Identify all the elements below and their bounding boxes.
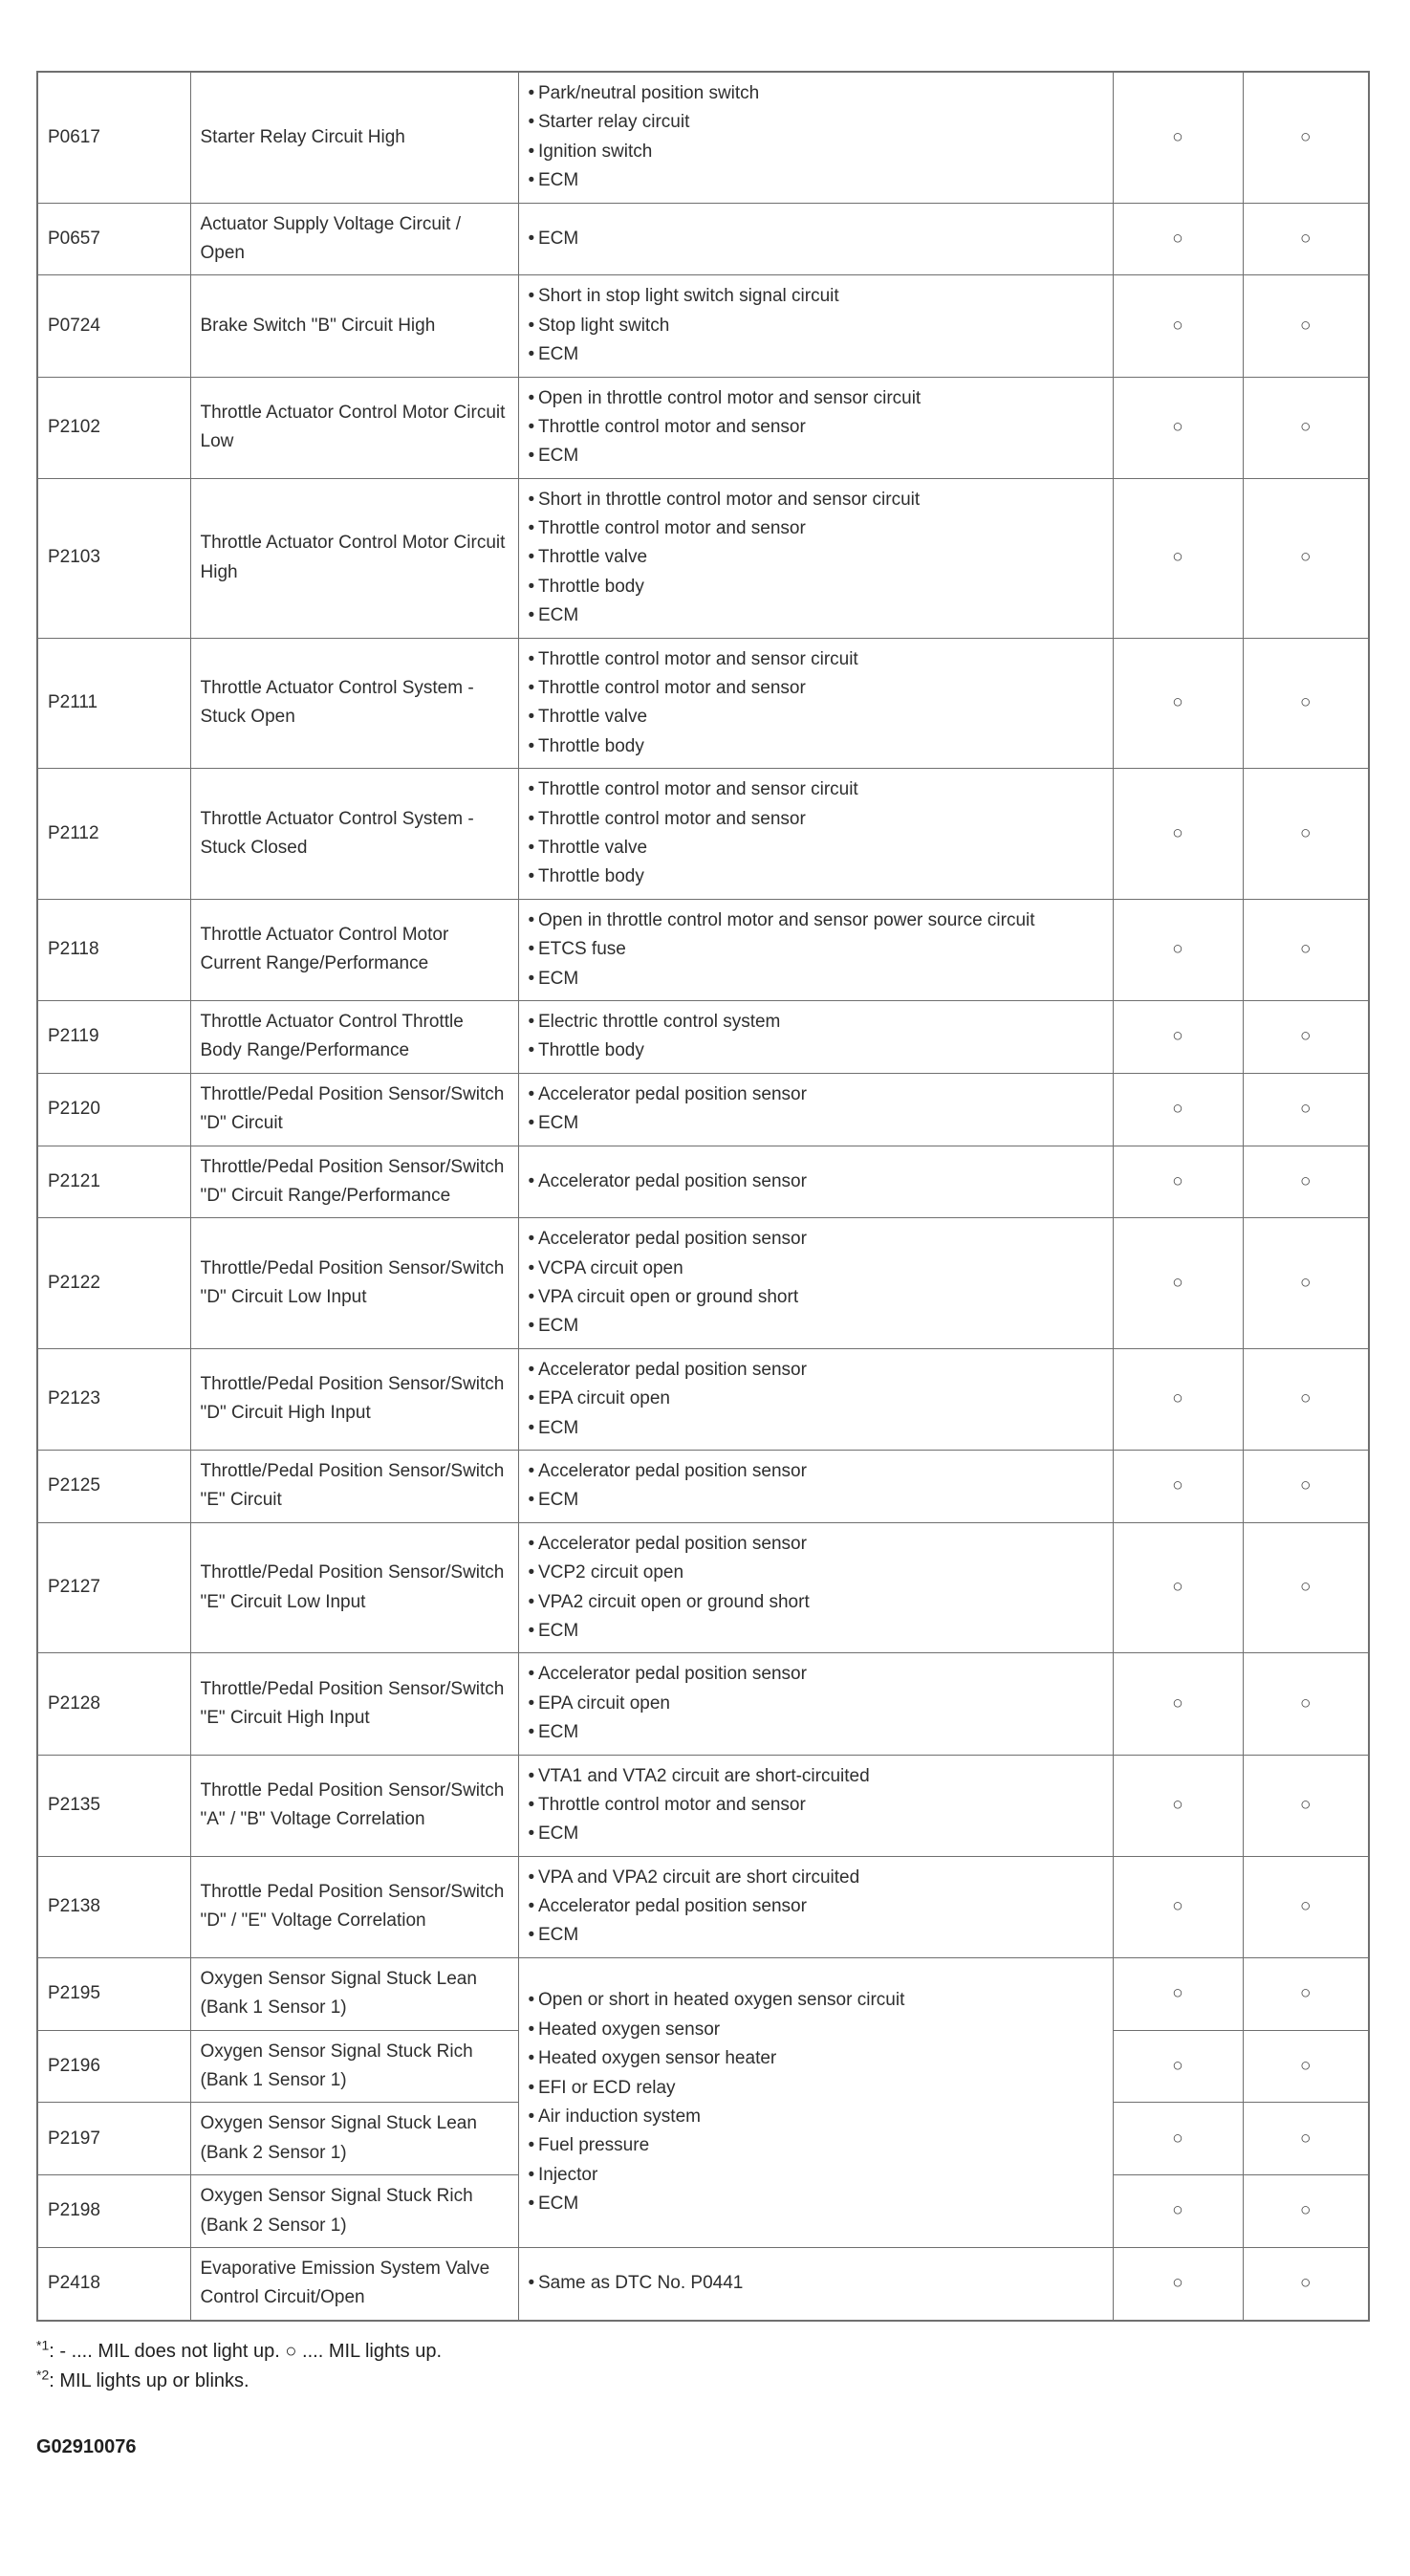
trouble-area-item: • EFI or ECD relay: [529, 2074, 1103, 2103]
table-row: [37, 377, 1369, 478]
mil1-indicator: ○: [1113, 1000, 1243, 1073]
trouble-area-cell: [518, 1856, 1113, 1957]
trouble-area-cell: [518, 638, 1113, 769]
trouble-area-item: • ETCS fuse: [529, 935, 1103, 964]
trouble-area-item: • VPA and VPA2 circuit are short circuited: [529, 1864, 1103, 1892]
trouble-area-cell: [518, 377, 1113, 478]
trouble-area-list: [529, 1356, 1103, 1443]
mil2-indicator: ○: [1243, 1000, 1369, 1073]
mil1-indicator: ○: [1113, 1856, 1243, 1957]
dtc-table: [36, 71, 1370, 2322]
mil1-indicator: ○: [1113, 2248, 1243, 2321]
dtc-code: P2120: [37, 1073, 190, 1146]
dtc-description: Throttle/Pedal Position Sensor/Switch "D" Circuit: [190, 1073, 518, 1146]
trouble-area-item: • ECM: [529, 225, 1103, 253]
dtc-description: Throttle Pedal Position Sensor/Switch "D" / "E" Voltage Correlation: [190, 1856, 518, 1957]
dtc-code: P2102: [37, 377, 190, 478]
trouble-area-item: • Starter relay circuit: [529, 108, 1103, 137]
trouble-area-list: [529, 1008, 1103, 1066]
dtc-description: Throttle/Pedal Position Sensor/Switch "E" Circuit Low Input: [190, 1522, 518, 1653]
trouble-area-list: [529, 645, 1103, 762]
trouble-area-item: • ECM: [529, 1820, 1103, 1848]
table-row: [37, 478, 1369, 638]
trouble-area-item: • Accelerator pedal position sensor: [529, 1457, 1103, 1486]
mil1-indicator: ○: [1113, 638, 1243, 769]
trouble-area-item: • Accelerator pedal position sensor: [529, 1660, 1103, 1689]
mil2-indicator: ○: [1243, 1957, 1369, 2030]
dtc-description: Throttle/Pedal Position Sensor/Switch "D" Circuit Range/Performance: [190, 1146, 518, 1218]
trouble-area-item: • Ignition switch: [529, 138, 1103, 166]
trouble-area-cell: [518, 1653, 1113, 1755]
table-row: [37, 1146, 1369, 1218]
mil1-indicator: ○: [1113, 1218, 1243, 1349]
trouble-area-item: • VCP2 circuit open: [529, 1559, 1103, 1587]
trouble-area-item: • Throttle control motor and sensor circuit: [529, 645, 1103, 674]
mil1-indicator: ○: [1113, 377, 1243, 478]
trouble-area-item: • Heated oxygen sensor: [529, 2016, 1103, 2044]
footnote-1-marker: *1: [36, 2337, 50, 2353]
trouble-area-item: • ECM: [529, 1109, 1103, 1138]
dtc-code: P2127: [37, 1522, 190, 1653]
trouble-area-item: • EPA circuit open: [529, 1690, 1103, 1718]
dtc-description: Oxygen Sensor Signal Stuck Lean (Bank 1 Sensor 1): [190, 1957, 518, 2030]
trouble-area-cell: [518, 478, 1113, 638]
trouble-area-list: [529, 486, 1103, 631]
trouble-area-cell: [518, 1522, 1113, 1653]
trouble-area-cell: [518, 1000, 1113, 1073]
trouble-area-cell: [518, 1218, 1113, 1349]
trouble-area-cell: [518, 2248, 1113, 2321]
dtc-code: P2195: [37, 1957, 190, 2030]
mil1-indicator: ○: [1113, 275, 1243, 377]
mil2-indicator: ○: [1243, 1348, 1369, 1450]
table-row: [37, 275, 1369, 377]
mil1-indicator: ○: [1113, 1451, 1243, 1523]
mil2-indicator: ○: [1243, 638, 1369, 769]
dtc-code: P2119: [37, 1000, 190, 1073]
trouble-area-list: [529, 1762, 1103, 1849]
dtc-code: P2121: [37, 1146, 190, 1218]
trouble-area-list: [529, 906, 1103, 993]
mil2-indicator: ○: [1243, 2175, 1369, 2248]
trouble-area-item: • Throttle control motor and sensor: [529, 413, 1103, 442]
table-row: [37, 1957, 1369, 2030]
dtc-description: Throttle Actuator Control Motor Circuit High: [190, 478, 518, 638]
trouble-area-item: • ECM: [529, 2190, 1103, 2218]
trouble-area-list: [529, 1530, 1103, 1647]
trouble-area-item: • Heated oxygen sensor heater: [529, 2044, 1103, 2073]
mil2-indicator: ○: [1243, 203, 1369, 275]
trouble-area-item: • Injector: [529, 2161, 1103, 2190]
mil2-indicator: ○: [1243, 2103, 1369, 2175]
table-row: [37, 203, 1369, 275]
trouble-area-item: • Throttle body: [529, 1037, 1103, 1065]
trouble-area-item: • ECM: [529, 965, 1103, 993]
dtc-description: Oxygen Sensor Signal Stuck Rich (Bank 2 Sensor 1): [190, 2175, 518, 2248]
trouble-area-cell: [518, 203, 1113, 275]
trouble-area-list: [529, 1660, 1103, 1747]
mil2-indicator: ○: [1243, 72, 1369, 203]
trouble-area-list: [529, 384, 1103, 471]
mil1-indicator: ○: [1113, 2175, 1243, 2248]
footnote-1-text: : - .... MIL does not light up. ○ .... MIL lights up.: [49, 2340, 443, 2362]
trouble-area-item: • ECM: [529, 1486, 1103, 1515]
trouble-area-item: • Accelerator pedal position sensor: [529, 1356, 1103, 1385]
dtc-code: P2198: [37, 2175, 190, 2248]
dtc-description: Throttle/Pedal Position Sensor/Switch "E" Circuit: [190, 1451, 518, 1523]
mil1-indicator: ○: [1113, 769, 1243, 900]
mil2-indicator: ○: [1243, 899, 1369, 1000]
trouble-area-item: • ECM: [529, 166, 1103, 195]
trouble-area-list: [529, 1225, 1103, 1342]
table-row: [37, 72, 1369, 203]
trouble-area-item: • Short in throttle control motor and sensor circuit: [529, 486, 1103, 514]
dtc-code: P2122: [37, 1218, 190, 1349]
mil1-indicator: ○: [1113, 1653, 1243, 1755]
trouble-area-item: • Throttle control motor and sensor: [529, 1791, 1103, 1820]
dtc-code: P2118: [37, 899, 190, 1000]
mil1-indicator: ○: [1113, 899, 1243, 1000]
trouble-area-item: • Throttle body: [529, 862, 1103, 891]
table-row: [37, 1755, 1369, 1856]
trouble-area-item: • ECM: [529, 1414, 1103, 1443]
table-row: [37, 1856, 1369, 1957]
footnotes: [36, 2337, 1374, 2396]
trouble-area-item: • VPA2 circuit open or ground short: [529, 1588, 1103, 1617]
trouble-area-cell: [518, 899, 1113, 1000]
dtc-code: P2135: [37, 1755, 190, 1856]
dtc-code: P2128: [37, 1653, 190, 1755]
mil2-indicator: ○: [1243, 1073, 1369, 1146]
trouble-area-list: [529, 1986, 1103, 2218]
dtc-description: Throttle/Pedal Position Sensor/Switch "D" Circuit High Input: [190, 1348, 518, 1450]
dtc-code: P2197: [37, 2103, 190, 2175]
figure-id: G02910076: [36, 2435, 137, 2457]
table-row: [37, 769, 1369, 900]
trouble-area-cell-shared: [518, 1957, 1113, 2247]
trouble-area-item: • ECM: [529, 1617, 1103, 1646]
mil1-indicator: ○: [1113, 1957, 1243, 2030]
dtc-code: P2418: [37, 2248, 190, 2321]
dtc-code: P0617: [37, 72, 190, 203]
trouble-area-cell: [518, 1073, 1113, 1146]
dtc-description: Throttle Actuator Control Motor Circuit Low: [190, 377, 518, 478]
table-row: [37, 1348, 1369, 1450]
trouble-area-item: • Same as DTC No. P0441: [529, 2269, 1103, 2298]
table-row: [37, 1451, 1369, 1523]
mil2-indicator: ○: [1243, 769, 1369, 900]
dtc-description: Throttle Actuator Control System - Stuck Open: [190, 638, 518, 769]
dtc-description: Throttle/Pedal Position Sensor/Switch "E" Circuit High Input: [190, 1653, 518, 1755]
table-row: [37, 1073, 1369, 1146]
trouble-area-cell: [518, 1451, 1113, 1523]
mil2-indicator: ○: [1243, 2030, 1369, 2103]
trouble-area-item: • Open in throttle control motor and sensor circuit: [529, 384, 1103, 413]
trouble-area-item: • Throttle body: [529, 573, 1103, 601]
table-row: [37, 1522, 1369, 1653]
trouble-area-item: • EPA circuit open: [529, 1385, 1103, 1413]
dtc-code: P2111: [37, 638, 190, 769]
trouble-area-item: • Short in stop light switch signal circuit: [529, 282, 1103, 311]
trouble-area-item: • VTA1 and VTA2 circuit are short-circuited: [529, 1762, 1103, 1791]
dtc-description: Oxygen Sensor Signal Stuck Lean (Bank 2 Sensor 1): [190, 2103, 518, 2175]
trouble-area-item: • ECM: [529, 1718, 1103, 1747]
trouble-area-item: • Throttle control motor and sensor: [529, 674, 1103, 703]
trouble-area-item: • Fuel pressure: [529, 2131, 1103, 2160]
mil2-indicator: ○: [1243, 1146, 1369, 1218]
mil2-indicator: ○: [1243, 377, 1369, 478]
trouble-area-item: • Throttle control motor and sensor circuit: [529, 775, 1103, 804]
trouble-area-list: [529, 79, 1103, 196]
dtc-code: P2112: [37, 769, 190, 900]
trouble-area-item: • ECM: [529, 1921, 1103, 1950]
dtc-code: P2138: [37, 1856, 190, 1957]
mil2-indicator: ○: [1243, 1755, 1369, 1856]
mil1-indicator: ○: [1113, 478, 1243, 638]
mil1-indicator: ○: [1113, 1348, 1243, 1450]
dtc-description: Evaporative Emission System Valve Control Circuit/Open: [190, 2248, 518, 2321]
dtc-description: Brake Switch "B" Circuit High: [190, 275, 518, 377]
trouble-area-item: • ECM: [529, 442, 1103, 470]
trouble-area-item: • VCPA circuit open: [529, 1255, 1103, 1283]
trouble-area-item: • Air induction system: [529, 2103, 1103, 2131]
footnote-2-text: : MIL lights up or blinks.: [49, 2369, 249, 2391]
table-row: [37, 638, 1369, 769]
dtc-code: P0724: [37, 275, 190, 377]
mil2-indicator: ○: [1243, 478, 1369, 638]
trouble-area-item: • Accelerator pedal position sensor: [529, 1892, 1103, 1921]
mil1-indicator: ○: [1113, 1146, 1243, 1218]
trouble-area-item: • Accelerator pedal position sensor: [529, 1081, 1103, 1109]
table-row: [37, 1000, 1369, 1073]
mil2-indicator: ○: [1243, 1451, 1369, 1523]
trouble-area-item: • ECM: [529, 601, 1103, 630]
trouble-area-cell: [518, 1348, 1113, 1450]
trouble-area-item: • Throttle body: [529, 732, 1103, 761]
trouble-area-item: • Park/neutral position switch: [529, 79, 1103, 108]
trouble-area-item: • Open in throttle control motor and sensor power source circuit: [529, 906, 1103, 935]
trouble-area-list: [529, 1081, 1103, 1139]
mil1-indicator: ○: [1113, 72, 1243, 203]
trouble-area-item: • VPA circuit open or ground short: [529, 1283, 1103, 1312]
dtc-description: Starter Relay Circuit High: [190, 72, 518, 203]
dtc-description: Throttle/Pedal Position Sensor/Switch "D" Circuit Low Input: [190, 1218, 518, 1349]
mil1-indicator: ○: [1113, 1755, 1243, 1856]
table-row: [37, 1218, 1369, 1349]
trouble-area-item: • Accelerator pedal position sensor: [529, 1168, 1103, 1196]
trouble-area-cell: [518, 275, 1113, 377]
mil2-indicator: ○: [1243, 275, 1369, 377]
mil1-indicator: ○: [1113, 2030, 1243, 2103]
trouble-area-cell: [518, 769, 1113, 900]
mil1-indicator: ○: [1113, 1522, 1243, 1653]
mil1-indicator: ○: [1113, 2103, 1243, 2175]
trouble-area-item: • ECM: [529, 1312, 1103, 1341]
dtc-description: Throttle Pedal Position Sensor/Switch "A" / "B" Voltage Correlation: [190, 1755, 518, 1856]
mil2-indicator: ○: [1243, 2248, 1369, 2321]
dtc-code: P2123: [37, 1348, 190, 1450]
mil1-indicator: ○: [1113, 203, 1243, 275]
trouble-area-list: [529, 1457, 1103, 1516]
dtc-code: P2125: [37, 1451, 190, 1523]
mil1-indicator: ○: [1113, 1073, 1243, 1146]
trouble-area-item: • Throttle valve: [529, 834, 1103, 862]
dtc-code: P2103: [37, 478, 190, 638]
dtc-code: P0657: [37, 203, 190, 275]
trouble-area-list: [529, 775, 1103, 892]
table-row: [37, 1653, 1369, 1755]
mil2-indicator: ○: [1243, 1522, 1369, 1653]
trouble-area-cell: [518, 1755, 1113, 1856]
trouble-area-item: • Accelerator pedal position sensor: [529, 1225, 1103, 1254]
trouble-area-item: • ECM: [529, 340, 1103, 369]
trouble-area-item: • Open or short in heated oxygen sensor circuit: [529, 1986, 1103, 2015]
dtc-description: Throttle Actuator Control System - Stuck Closed: [190, 769, 518, 900]
dtc-description: Throttle Actuator Control Motor Current Range/Performance: [190, 899, 518, 1000]
trouble-area-item: • Throttle control motor and sensor: [529, 805, 1103, 834]
trouble-area-list: [529, 1168, 1103, 1196]
trouble-area-cell: [518, 1146, 1113, 1218]
table-row: [37, 2248, 1369, 2321]
dtc-code: P2196: [37, 2030, 190, 2103]
trouble-area-list: [529, 1864, 1103, 1951]
trouble-area-item: • Throttle valve: [529, 543, 1103, 572]
trouble-area-list: [529, 282, 1103, 369]
footnote-1: [36, 2337, 1374, 2367]
dtc-description: Actuator Supply Voltage Circuit / Open: [190, 203, 518, 275]
trouble-area-item: • Electric throttle control system: [529, 1008, 1103, 1037]
dtc-description: Oxygen Sensor Signal Stuck Rich (Bank 1 Sensor 1): [190, 2030, 518, 2103]
trouble-area-item: • Accelerator pedal position sensor: [529, 1530, 1103, 1559]
mil2-indicator: ○: [1243, 1653, 1369, 1755]
trouble-area-item: • Throttle valve: [529, 703, 1103, 731]
trouble-area-cell: [518, 72, 1113, 203]
footnote-2: [36, 2367, 1374, 2396]
trouble-area-item: • Stop light switch: [529, 312, 1103, 340]
mil2-indicator: ○: [1243, 1856, 1369, 1957]
mil2-indicator: ○: [1243, 1218, 1369, 1349]
table-row: [37, 899, 1369, 1000]
footnote-2-marker: *2: [36, 2367, 50, 2383]
trouble-area-list: [529, 225, 1103, 253]
dtc-description: Throttle Actuator Control Throttle Body Range/Performance: [190, 1000, 518, 1073]
trouble-area-item: • Throttle control motor and sensor: [529, 514, 1103, 543]
trouble-area-list: [529, 2269, 1103, 2298]
